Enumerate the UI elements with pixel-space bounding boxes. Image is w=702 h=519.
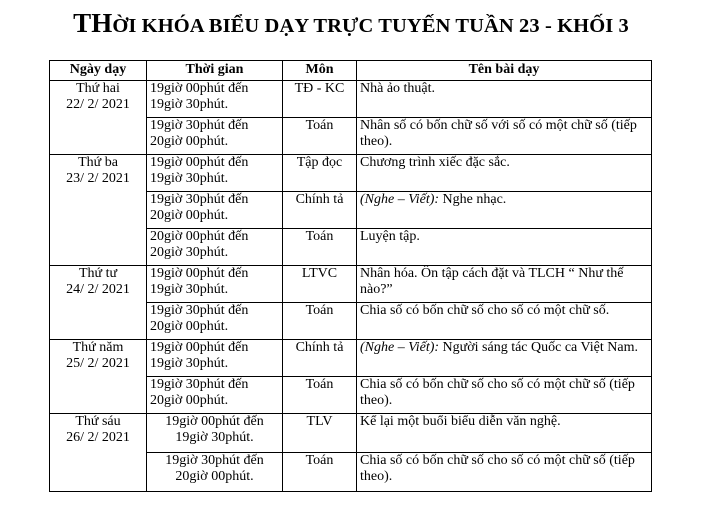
title-lead: TH bbox=[73, 8, 113, 38]
subject-cell: LTVC bbox=[283, 266, 357, 303]
day-cell bbox=[50, 266, 147, 340]
time-end: 20giờ 00phút. bbox=[175, 469, 254, 484]
time-cell bbox=[147, 118, 283, 155]
subject-cell: Toán bbox=[283, 118, 357, 155]
day-date: 26/ 2/ 2021 bbox=[66, 430, 130, 445]
day-label: Thứ ba bbox=[78, 155, 118, 170]
time-start: 19giờ 30phút đến bbox=[150, 377, 249, 392]
header-time: Thời gian bbox=[147, 61, 283, 81]
day-cell bbox=[50, 340, 147, 414]
schedule-table bbox=[49, 60, 652, 492]
subject-cell: Toán bbox=[283, 377, 357, 414]
lesson-text: Chia số có bốn chữ số cho số có một chữ số. bbox=[360, 303, 610, 318]
time-start: 19giờ 00phút đến bbox=[150, 155, 249, 170]
time-cell bbox=[147, 340, 283, 377]
day-cell bbox=[50, 81, 147, 155]
day-label: Thứ năm bbox=[72, 340, 124, 355]
time-start: 19giờ 30phút đến bbox=[150, 303, 249, 318]
day-date: 22/ 2/ 2021 bbox=[66, 97, 130, 112]
time-cell bbox=[147, 303, 283, 340]
subject-cell: Toán bbox=[283, 229, 357, 266]
header-day: Ngày dạy bbox=[50, 61, 147, 81]
subject-cell: Tập đọc bbox=[283, 155, 357, 192]
lesson-cell bbox=[357, 229, 652, 266]
lesson-text: Chương trình xiếc đặc sắc. bbox=[360, 155, 510, 170]
time-cell bbox=[147, 266, 283, 303]
lesson-cell bbox=[357, 340, 652, 377]
lesson-cell bbox=[357, 414, 652, 453]
time-start: 19giờ 30phút đến bbox=[165, 453, 264, 468]
subject-cell: Toán bbox=[283, 303, 357, 340]
time-end: 20giờ 00phút. bbox=[150, 134, 229, 149]
time-end: 20giờ 00phút. bbox=[150, 393, 229, 408]
day-date: 25/ 2/ 2021 bbox=[66, 356, 130, 371]
time-start: 19giờ 00phút đến bbox=[150, 340, 249, 355]
lesson-cell bbox=[357, 377, 652, 414]
day-label: Thứ sáu bbox=[75, 414, 121, 429]
header-row bbox=[50, 61, 652, 81]
lesson-text: Chia số có bốn chữ số cho số có một chữ số (tiếp theo). bbox=[360, 453, 635, 484]
page-title bbox=[0, 8, 702, 39]
time-start: 19giờ 30phút đến bbox=[150, 118, 249, 133]
time-end: 19giờ 30phút. bbox=[150, 171, 229, 186]
subject-cell: Chính tả bbox=[283, 340, 357, 377]
time-start: 19giờ 00phút đến bbox=[165, 414, 264, 429]
time-end: 19giờ 30phút. bbox=[150, 97, 229, 112]
lesson-cell bbox=[357, 192, 652, 229]
day-cell bbox=[50, 155, 147, 266]
subject-cell: TĐ - KC bbox=[283, 81, 357, 118]
lesson-text: Kể lại một buổi biểu diễn văn nghệ. bbox=[360, 414, 561, 429]
subject-cell: Toán bbox=[283, 453, 357, 492]
time-end: 20giờ 00phút. bbox=[150, 208, 229, 223]
lesson-prefix: (Nghe – Viết): bbox=[360, 192, 440, 207]
table-row bbox=[50, 81, 652, 118]
lesson-cell bbox=[357, 303, 652, 340]
lesson-text: Người sáng tác Quốc ca Việt Nam. bbox=[439, 340, 638, 355]
lesson-text: Nhân hóa. Ôn tập cách đặt và TLCH “ Như thế nào?” bbox=[360, 266, 624, 297]
time-cell bbox=[147, 414, 283, 453]
lesson-text: Nghe nhạc. bbox=[439, 192, 507, 207]
lesson-text: Nhà ảo thuật. bbox=[360, 81, 436, 96]
day-label: Thứ hai bbox=[76, 81, 120, 96]
time-cell bbox=[147, 155, 283, 192]
time-end: 19giờ 30phút. bbox=[175, 430, 254, 445]
time-start: 19giờ 30phút đến bbox=[150, 192, 249, 207]
time-start: 20giờ 00phút đến bbox=[150, 229, 249, 244]
time-end: 20giờ 30phút. bbox=[150, 245, 229, 260]
time-cell bbox=[147, 81, 283, 118]
day-date: 24/ 2/ 2021 bbox=[66, 282, 130, 297]
header-lesson: Tên bài dạy bbox=[357, 61, 652, 81]
title-rest: ỜI KHÓA BIỂU DẠY TRỰC TUYẾN TUẦN 23 - KHỐI 3 bbox=[112, 15, 629, 37]
time-start: 19giờ 00phút đến bbox=[150, 266, 249, 281]
table-row bbox=[50, 414, 652, 453]
time-cell bbox=[147, 192, 283, 229]
day-label: Thứ tư bbox=[78, 266, 118, 281]
time-cell bbox=[147, 377, 283, 414]
subject-cell: Chính tả bbox=[283, 192, 357, 229]
day-cell bbox=[50, 414, 147, 492]
lesson-cell bbox=[357, 81, 652, 118]
table-row bbox=[50, 155, 652, 192]
lesson-text: Chia số có bốn chữ số cho số có một chữ số (tiếp theo). bbox=[360, 377, 635, 408]
lesson-prefix: (Nghe – Viết): bbox=[360, 340, 440, 355]
lesson-text: Nhân số có bốn chữ số với số có một chữ số (tiếp theo). bbox=[360, 118, 637, 149]
subject-cell: TLV bbox=[283, 414, 357, 453]
table-row bbox=[50, 340, 652, 377]
time-end: 19giờ 30phút. bbox=[150, 282, 229, 297]
time-end: 20giờ 00phút. bbox=[150, 319, 229, 334]
time-cell bbox=[147, 453, 283, 492]
day-date: 23/ 2/ 2021 bbox=[66, 171, 130, 186]
lesson-text: Luyện tập. bbox=[360, 229, 420, 244]
lesson-cell bbox=[357, 453, 652, 492]
time-cell bbox=[147, 229, 283, 266]
time-end: 19giờ 30phút. bbox=[150, 356, 229, 371]
lesson-cell bbox=[357, 118, 652, 155]
lesson-cell bbox=[357, 155, 652, 192]
header-subject: Môn bbox=[283, 61, 357, 81]
time-start: 19giờ 00phút đến bbox=[150, 81, 249, 96]
table-row bbox=[50, 266, 652, 303]
lesson-cell bbox=[357, 266, 652, 303]
